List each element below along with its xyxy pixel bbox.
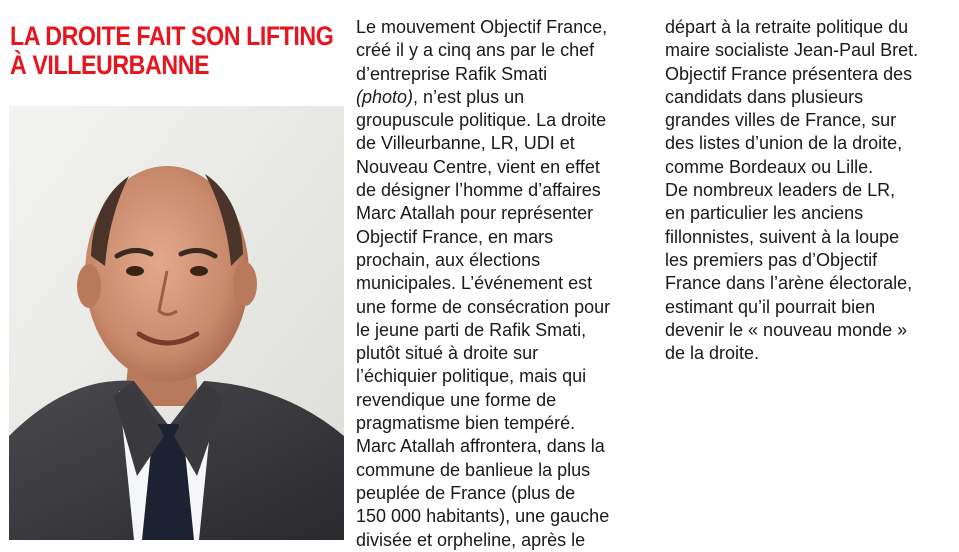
column2-line: candidats dans plusieurs: [665, 86, 864, 107]
column2-line: de la droite.: [665, 343, 760, 364]
column1-line: créé il y a cinq ans par le chef: [356, 40, 595, 61]
column1-line: d’entreprise Rafik Smati: [356, 63, 548, 84]
column2-line: les premiers pas d’Objectif: [665, 249, 878, 270]
column1-line: pragmatisme bien tempéré.: [356, 413, 576, 434]
column1-line: groupuscule politique. La droite: [356, 110, 607, 131]
column2-line: De nombreux leaders de LR,: [665, 180, 896, 201]
column2-line: des listes d’union de la droite,: [665, 133, 903, 154]
column1-line: de Villeurbanne, LR, UDI et: [356, 133, 575, 154]
column1-line: Objectif France, en mars: [356, 226, 554, 247]
column1-line: revendique une forme de: [356, 389, 557, 410]
column1-line: Marc Atallah pour représenter: [356, 203, 594, 224]
headline-line-2: À VILLEURBANNE: [10, 50, 210, 80]
column1-line: plutôt situé à droite sur: [356, 343, 539, 364]
column1-line: 150 000 habitants), une gauche: [356, 506, 610, 527]
column1-line: peuplée de France (plus de: [356, 482, 576, 503]
column1-line: Nouveau Centre, vient en effet: [356, 156, 600, 177]
column2-line: Objectif France présentera des: [665, 63, 913, 84]
column1-line: Marc Atallah affrontera, dans la: [356, 436, 605, 457]
column2-line: grandes villes de France, sur: [665, 110, 897, 131]
column1-line: (photo), n’est plus un: [356, 86, 525, 107]
column1-line: l’échiquier politique, mais qui: [356, 366, 587, 387]
headline-line-1: LA DROITE FAIT SON LIFTING: [10, 21, 334, 51]
column2-line: départ à la retraite politique du: [665, 17, 909, 37]
column1-line: commune de banlieue la plus: [356, 459, 591, 480]
column2-line: maire socialiste Jean-Paul Bret.: [665, 40, 919, 61]
column1-line: de désigner l’homme d’affaires: [356, 180, 601, 201]
column1-line: Le mouvement Objectif France,: [356, 17, 608, 37]
column2-line: devenir le « nouveau monde »: [665, 319, 908, 340]
article-column-1: [356, 16, 656, 552]
column2-line: estimant qu’il pourrait bien: [665, 296, 876, 317]
article-column-2: [665, 16, 955, 365]
column2-line: en particulier les anciens: [665, 203, 864, 224]
article-headline: [10, 21, 334, 80]
column1-line: prochain, aux élections: [356, 249, 541, 270]
column2-line: fillonnistes, suivent à la loupe: [665, 226, 900, 247]
column1-line: le jeune parti de Rafik Smati,: [356, 319, 587, 340]
column2-line: comme Bordeaux ou Lille.: [665, 156, 874, 177]
portrait-illustration: [9, 106, 344, 540]
portrait-photo: [9, 106, 344, 540]
column1-line: divisée et orpheline, après le: [356, 529, 586, 550]
column1-line: une forme de consécration pour: [356, 296, 611, 317]
column2-line: France dans l’arène électorale,: [665, 273, 913, 294]
column1-line: municipales. L’événement est: [356, 273, 593, 294]
